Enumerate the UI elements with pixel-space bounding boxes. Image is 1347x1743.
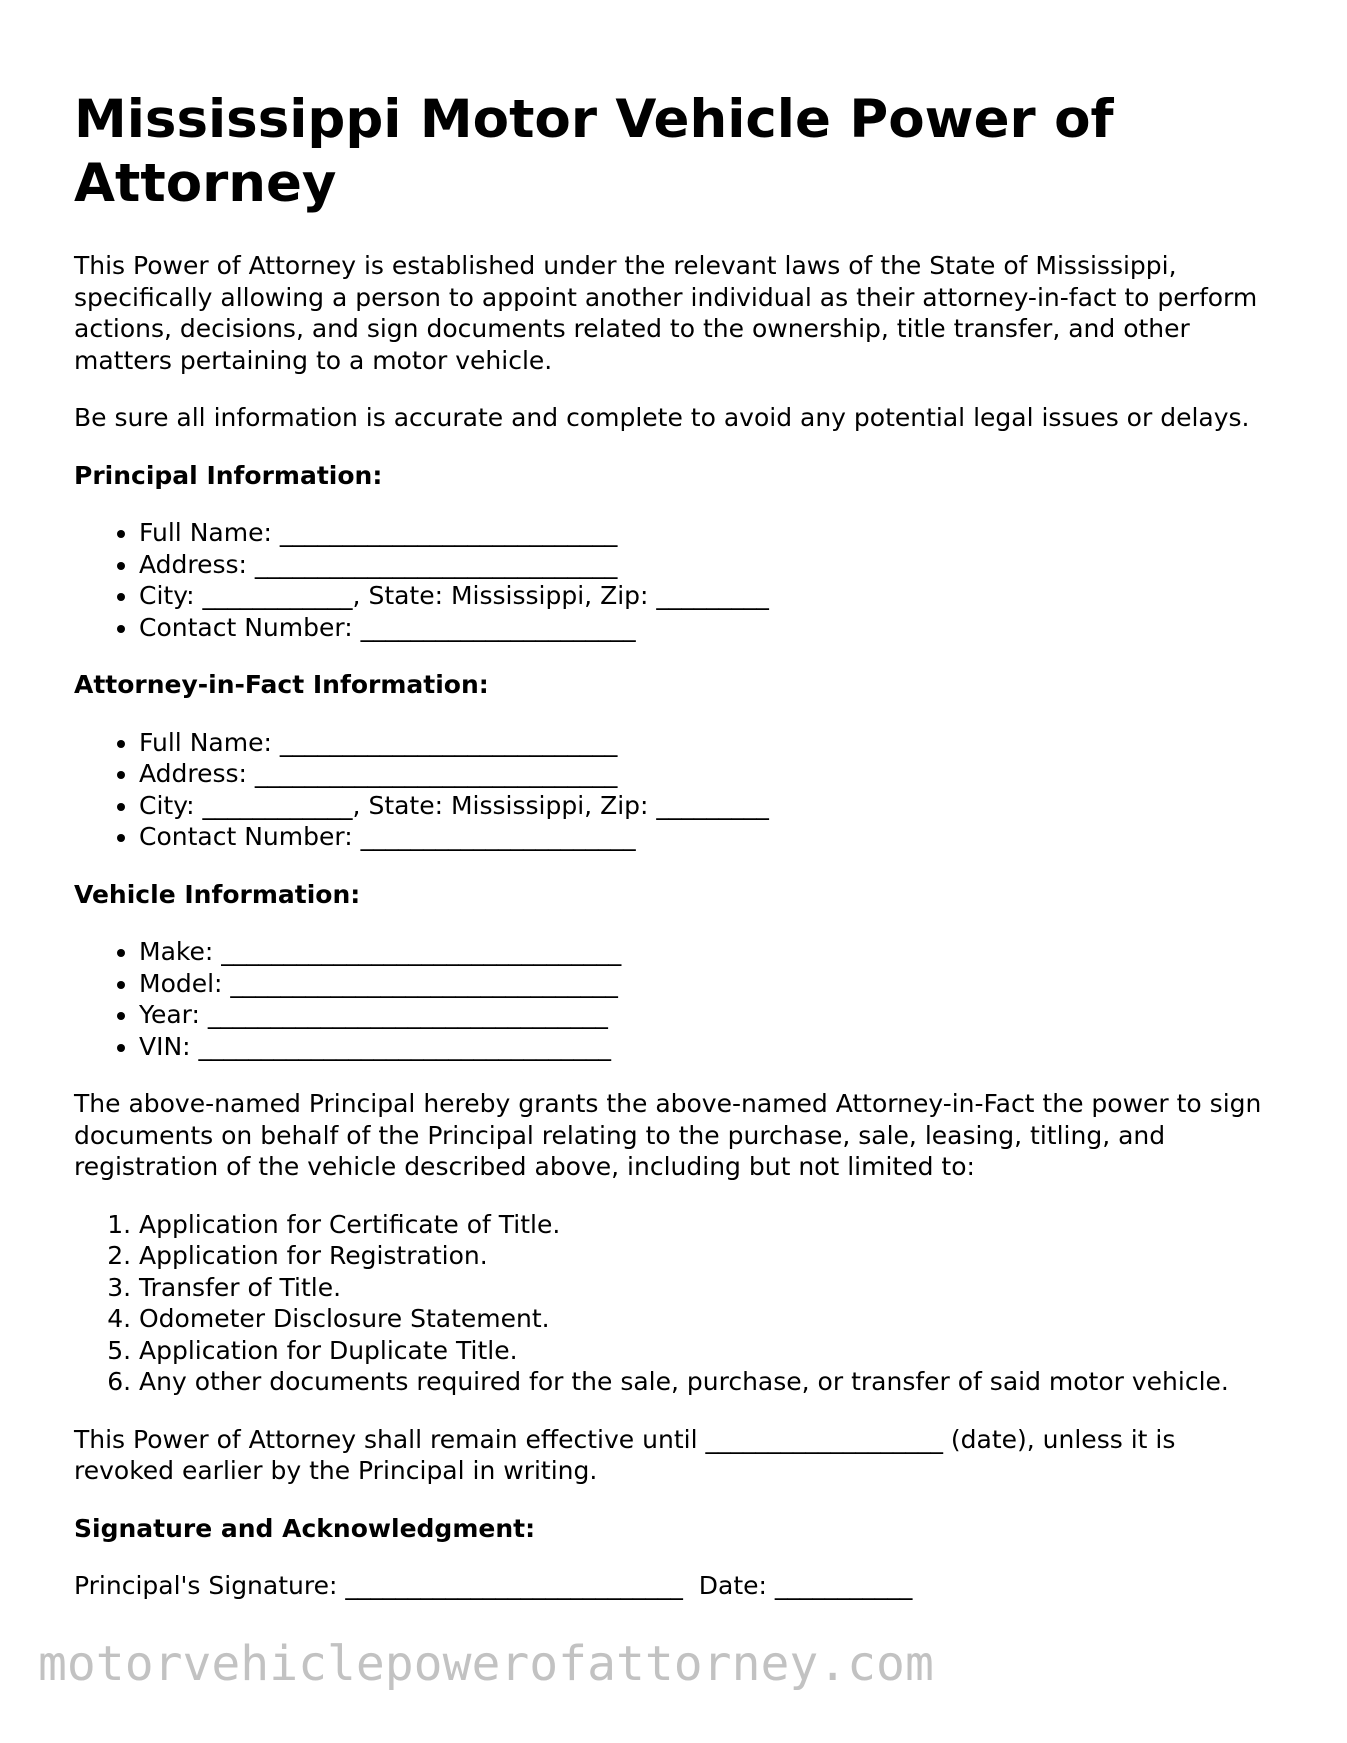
principal-contact-number: • Contact Number: ______________________ (139, 612, 1274, 644)
principal-address: • Address: _____________________________ (139, 549, 1274, 581)
attorney-address: • Address: _____________________________ (139, 758, 1274, 790)
document-title: Mississippi Motor Vehicle Power of Attorney (74, 89, 1114, 214)
attorney-full-name: • Full Name: ___________________________ (139, 727, 1274, 759)
effective-paragraph: This Power of Attorney shall remain effective until ___________________ (date), unless it is revoked earlier by the Principal in writing. (74, 1424, 1176, 1485)
vehicle-year: • Year: ________________________________ (139, 999, 1274, 1031)
signature-heading: Signature and Acknowledgment: (74, 1513, 536, 1543)
attorney-city-state-zip: • City: ____________, State: Mississippi, Zip: _________ (139, 790, 1274, 822)
powers-list (74, 1209, 1274, 1398)
vehicle-model: • Model: _______________________________ (139, 968, 1274, 1000)
grant-paragraph: The above-named Principal hereby grants the above-named Attorney-in-Fact the power to sign documents on behalf of the Principal relating to the purchase, sale, leasing, titling, and registration of the vehicle described above, including but not limited to: (74, 1089, 1262, 1181)
watermark: motorvehiclepowerofattorney.com (38, 1636, 934, 1692)
vehicle-make: • Make: ________________________________ (139, 936, 1274, 968)
attorney-list (74, 727, 1274, 853)
principal-full-name: • Full Name: ___________________________ (139, 517, 1274, 549)
principal-heading: Principal Information: (74, 460, 383, 490)
principal-list (74, 517, 1274, 643)
vehicle-heading: Vehicle Information: (74, 879, 361, 909)
intro-paragraph: This Power of Attorney is established under the relevant laws of the State of Mississippi, specifically allowing a person to appoint another individual as their attorney-in-fact to perform actions, decisions, and sign documents related to the ownership, title transfer, and other matters pertaining to a motor vehicle. (74, 251, 1258, 375)
principal-city-state-zip: • City: ____________, State: Mississippi, Zip: _________ (139, 580, 1274, 612)
attorney-heading: Attorney-in-Fact Information: (74, 670, 489, 699)
power-item: 1. Application for Certificate of Title. (139, 1209, 1274, 1241)
power-item: 2. Application for Registration. (139, 1240, 1274, 1272)
power-item: 3. Transfer of Title. (139, 1272, 1274, 1304)
vehicle-vin: • VIN: _________________________________ (139, 1031, 1274, 1063)
attorney-contact-number: • Contact Number: ______________________ (139, 821, 1274, 853)
power-item: 5. Application for Duplicate Title. (139, 1335, 1274, 1367)
power-item: 6. Any other documents required for the sale, purchase, or transfer of said motor vehicle. (139, 1366, 1274, 1398)
power-item: 4. Odometer Disclosure Statement. (139, 1303, 1274, 1335)
principal-signature-line: Principal's Signature: ___________________________ Date: ___________ (74, 1571, 913, 1600)
document-page (74, 88, 1274, 1602)
vehicle-list (74, 936, 1274, 1062)
notice-paragraph: Be sure all information is accurate and complete to avoid any potential legal issues or delays. (74, 403, 1250, 432)
